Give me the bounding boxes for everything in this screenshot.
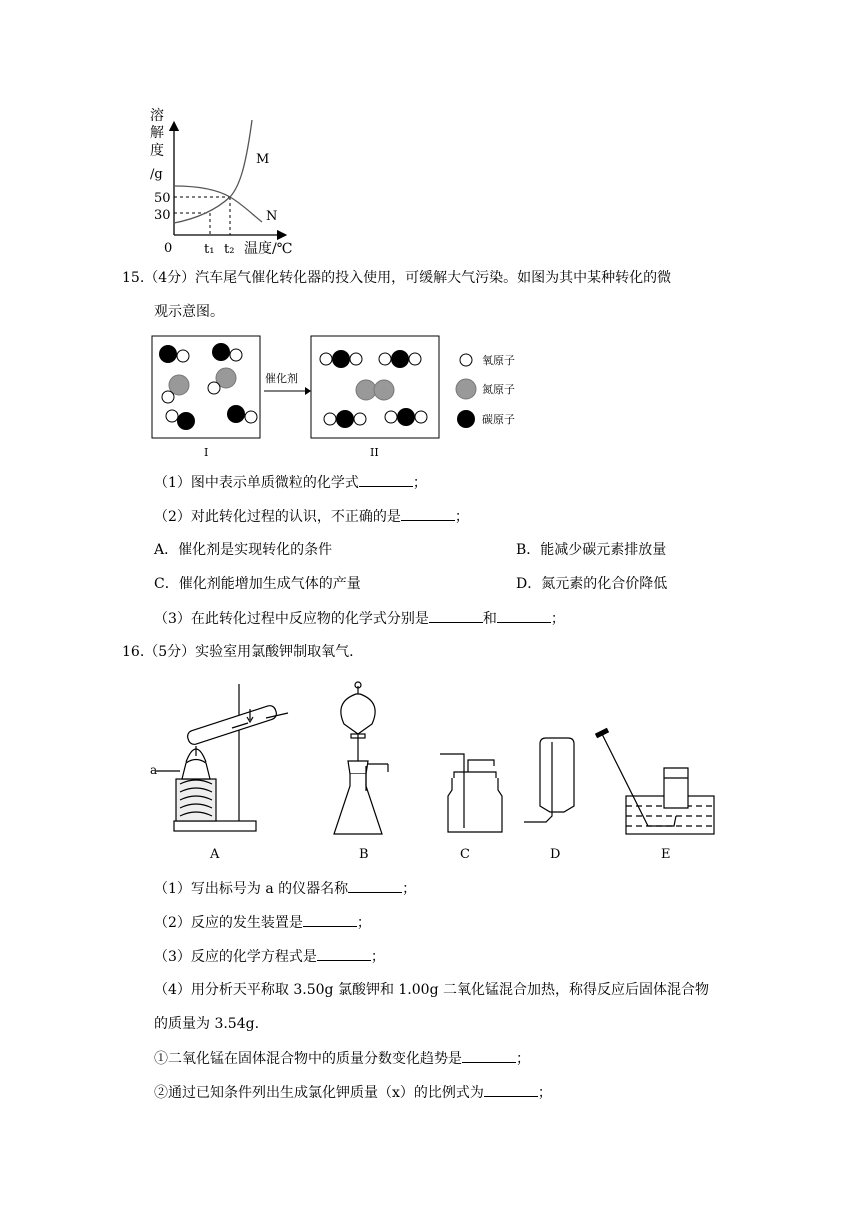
curve-m-label: M — [256, 152, 270, 167]
q15-stem-line-2: 观示意图。 — [154, 304, 224, 320]
n2-molecule — [356, 380, 394, 400]
box-2-label: II — [370, 446, 379, 459]
y-tick-50: 50 — [154, 191, 171, 206]
no-molecule — [208, 368, 236, 394]
q15-part-3: （3）在此转化过程中反应物的化学式分别是 和 ； — [154, 608, 565, 629]
answer-blank[interactable] — [401, 506, 455, 521]
label-a-mark: a — [150, 763, 158, 777]
q15-option-b[interactable]: B．能减少碳元素排放量 — [516, 542, 667, 558]
answer-blank[interactable] — [484, 1082, 538, 1097]
answer-blank[interactable] — [359, 472, 413, 487]
answer-blank[interactable] — [429, 608, 483, 623]
solubility-graph — [140, 100, 300, 262]
y-label-char-4: /g — [150, 167, 163, 182]
answer-blank[interactable] — [303, 912, 357, 927]
legend-carbon: 碳原子 — [482, 413, 515, 426]
co2-molecule — [379, 350, 421, 368]
y-label-char-1: 溶 — [150, 108, 164, 124]
arrow-label: 催化剂 — [265, 372, 298, 385]
no-molecule — [162, 375, 189, 403]
carbon-atom-legend-icon — [457, 410, 475, 428]
q16-part-2: （2）反应的发生装置是 ； — [154, 912, 371, 933]
oxygen-atom-legend-icon — [460, 354, 472, 366]
q15-part-2: （2）对此转化过程的认识，不正确的是 ； — [154, 506, 469, 527]
co2-molecule — [324, 410, 366, 428]
q15-stem-line-1: 15.（4分）汽车尾气催化转化器的投入使用，可缓解大气污染。如图为其中某种转化的微 — [122, 270, 672, 286]
q16-sub-1: ①二氧化锰在固体混合物中的质量分数变化趋势是 ； — [154, 1048, 530, 1069]
co-molecule — [227, 405, 257, 423]
apparatus-e — [596, 730, 714, 834]
label-apparatus-a: A — [210, 847, 220, 862]
answer-blank[interactable] — [317, 946, 371, 961]
q16-part-1: （1）写出标号为 a 的仪器名称 ； — [154, 878, 416, 899]
apparatus-c — [440, 754, 502, 832]
co2-molecule — [385, 408, 427, 426]
x-tick-t1: t₁ — [204, 242, 215, 257]
q15-option-d[interactable]: D．氮元素的化合价降低 — [516, 576, 668, 592]
q15-option-a[interactable]: A．催化剂是实现转化的条件 — [154, 542, 333, 558]
apparatus-a — [156, 684, 288, 831]
answer-blank[interactable] — [462, 1048, 516, 1063]
apparatus-d — [524, 738, 574, 822]
q16-part-4-line-2: 的质量为 3.54g. — [154, 1016, 260, 1032]
q15-part-1: （1）图中表示单质微粒的化学式 ； — [154, 472, 427, 493]
q15-micro-diagram — [148, 332, 548, 462]
q16-stem: 16.（5分）实验室用氯酸钾制取氧气. — [122, 644, 354, 660]
co-molecule — [212, 343, 242, 361]
label-apparatus-d: D — [550, 847, 561, 862]
x-axis-label: 温度/℃ — [244, 241, 293, 257]
legend-nitrogen: 氮原子 — [482, 383, 515, 396]
q16-sub-2: ②通过已知条件列出生成氯化钾质量（x）的比例式为 ； — [154, 1082, 552, 1103]
co2-molecule — [320, 350, 362, 368]
curve-n-label: N — [266, 209, 278, 224]
q16-part-4-line-1: （4）用分析天平称取 3.50g 氯酸钾和 1.00g 二氧化锰混合加热，称得反应后固体混合物 — [154, 982, 709, 998]
co-molecule — [159, 345, 189, 363]
legend-oxygen: 氧原子 — [482, 354, 515, 367]
apparatus-b — [334, 682, 388, 834]
answer-blank[interactable] — [497, 608, 551, 623]
label-apparatus-b: B — [359, 847, 369, 862]
q15-option-c[interactable]: C．催化剂能增加生成气体的产量 — [154, 576, 361, 592]
curve-m — [174, 120, 252, 223]
co-molecule — [166, 410, 195, 430]
y-tick-30: 30 — [154, 208, 171, 223]
q16-apparatus-diagram — [148, 676, 728, 866]
origin-label: 0 — [164, 241, 173, 256]
label-apparatus-c: C — [460, 847, 470, 862]
label-apparatus-e: E — [661, 847, 671, 862]
nitrogen-atom-legend-icon — [456, 379, 476, 399]
x-tick-t2: t₂ — [224, 242, 235, 257]
q16-part-3: （3）反应的化学方程式是 ； — [154, 946, 385, 967]
answer-blank[interactable] — [348, 878, 402, 893]
curve-n — [174, 186, 262, 222]
y-label-char-3: 度 — [150, 143, 164, 159]
box-1-label: I — [204, 446, 209, 459]
y-label-char-2: 解 — [150, 125, 164, 141]
